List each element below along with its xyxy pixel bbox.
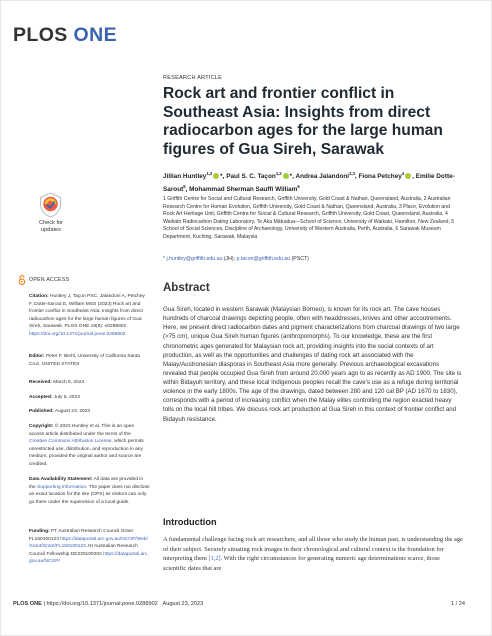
open-access-label: OPEN ACCESS [29, 277, 70, 283]
citation-label: Citation: [29, 294, 49, 299]
author-affiliation-marker: 2,3 [349, 171, 355, 176]
intro-text-a: A fundamental challenge facing rock art researchers, and all those who study the human past, is understanding the age of their subject. Securely situating rock images in their chronological and cultural context is the foundation for interpreting them [163, 536, 463, 563]
email-label-1: (JH); [222, 256, 237, 262]
data-availability-block [29, 476, 150, 506]
abstract-heading: Abstract [163, 282, 210, 294]
author-name: Emilie Dotte-Sarout [163, 173, 455, 194]
author[interactable] [295, 173, 358, 180]
data-availability-text-a: All data are provided in the [29, 477, 144, 490]
data-availability-text-b: . The paper does not disclose an exact location for the site (GPS) as visitors can only go there under the supervision of a local guide. [29, 484, 150, 505]
abstract-text: Gua Sireh, located in western Sarawak (Malaysian Borneo), is known for its rock art. The cave houses hundreds of charcoal drawings depicting people, often with headdresses, knives and other accoutrements. Here, we present direct radiocarbon dates and pigment characterizations from charcoal drawings of two large (>75 cm), unique Gua Sireh human figures (anthropomorphs). To our knowledge, these are the first chronometric ages generated for Malaysian rock art, providing insights into the social contexts of art production, as well as the opportunities and challenges of dating rock art associated with the Malay/Austronesian diasporas in Southeast Asia more generally. Previous archaeological excavations revealed that people occupied Gua Sireh from around 20,000 years ago to as recently as AD 1900. The site is within Bidayuh territory, and these local Indigenous peoples recall the cave’s use as a refuge during territorial violence in the early 1800s. The age of the drawings, dated between 280 and 120 cal BP (AD 1670 to 1830), corresponds with a period of increasing conflict when the Malay elites controlling the region exacted heavy tolls on the local hill tribes. We discuss rock art production at Gua Sireh in this context of frontier conflict and Bidayuh resistance. [163, 306, 462, 423]
received-block [29, 379, 150, 387]
footer-journal: PLOS ONE [13, 601, 42, 607]
email-link-2[interactable]: p.tacon@griffith.edu.au [236, 256, 291, 262]
intro-text-b: . With the right circumstances for generating numeric age determinations scarce, those scientific dates that are [163, 555, 440, 572]
copyright-text-a: © 2023 Huntley et al. This is an open access article distributed under the terms of the [29, 424, 135, 437]
data-availability-label: Data Availability Statement: [29, 477, 93, 482]
author-name: Fiona Petchey [358, 173, 402, 181]
author-separator: *, [220, 173, 227, 181]
author-separator: , [412, 173, 416, 181]
introduction-heading: Introduction [163, 517, 217, 527]
article-type: RESEARCH ARTICLE [163, 75, 223, 81]
author-affiliation-marker: 6 [297, 184, 300, 190]
author-separator: , [354, 173, 359, 181]
author-affiliation-marker: 1,2 [206, 171, 213, 176]
footer-date: August 23, 2023 [162, 601, 204, 607]
editor-block [29, 353, 150, 368]
affiliations: 1 Griffith Centre for Social and Cultural Research, Griffith University, Gold Coast & Nathan, Queensland, Australia, 2 Australian Research Centre for Human Evolution, Griffith University, Gold Coast & Nathan, Queensland, Australia, 3 Place, Evolution and Rock Art Heritage Unit, Griffith Centre for Social & Cultural Research, Griffith University, Gold Coast, Queensland, Australia, 4 Waikato Radiocarbon Dating Laboratory, Te Aka Mātuatua—School of Science, University of Waikato, Hamilton, New Zealand, 5 School of Social Sciences, Discipline of Archaeology, University of Western Australia, Perth, Australia, 6 Sarawak Museum Department, Kuching, Sarawak, Malaysia [163, 196, 455, 240]
published-block [29, 408, 150, 416]
check-for-updates-label: Check for updates [39, 220, 63, 233]
copyright-block [29, 423, 150, 468]
author-name: Paul S. C. Taçon [226, 173, 276, 181]
funding-link-2[interactable]: https://dataportal.arc.gov.au/NCGP/ [29, 551, 149, 565]
author-separator: *, [289, 173, 296, 181]
published-label: Published: [29, 409, 54, 414]
check-for-updates-icon [39, 192, 62, 218]
author-name: Jillian Huntley [163, 173, 207, 181]
author-name: Andrea Jalandoni [295, 173, 350, 181]
funding-label: Funding: [29, 529, 50, 534]
funding-block [29, 528, 150, 566]
funding-text-b: JH Australian Research Council Fellowship DE230100202 [29, 544, 138, 557]
author-affiliation-marker: 1,2 [275, 171, 282, 176]
copyright-text-b: , which permits unrestricted use, distribution, and reproduction in any medium, provided the original author and source are credited. [29, 439, 144, 467]
citation-block [29, 293, 150, 338]
received-date: March 5, 2023 [51, 380, 85, 385]
author-affiliation-marker: 5 [183, 184, 186, 190]
email-label-2: (PSCT) [290, 256, 309, 262]
author[interactable] [163, 173, 226, 180]
orcid-icon[interactable] [213, 173, 219, 179]
check-for-updates-badge[interactable] [29, 192, 73, 248]
editor-label: Editor: [29, 354, 45, 359]
author[interactable] [358, 173, 415, 180]
orcid-icon[interactable] [283, 173, 289, 179]
corresponding-emails [163, 256, 459, 262]
footer-doi-link[interactable]: https://doi.org/10.1371/journal.pone.0288902 [46, 601, 158, 607]
article-title: Rock art and frontier conflict in Southeast Asia: Insights from direct radiocarbon ages for the large human figures of Gua Sireh, Sarawak [163, 85, 443, 158]
author-list [163, 169, 463, 195]
page-number: 1 / 24 [451, 601, 465, 607]
footer-left [13, 601, 203, 607]
funding-text-a: PT Australian Research Council Grant FL160100123 [29, 529, 133, 542]
footer-separator: | [41, 601, 47, 607]
journal-logo-one: ONE [67, 24, 117, 46]
editor-text: Peter F. Biehl, University of California Santa Cruz, UNITED STATES [29, 354, 140, 367]
funding-link-1[interactable]: https://dataportal.arc.gov.au/NCGP/Web/Grant/Grant/FL160100123 [29, 536, 148, 550]
citation-doi-link[interactable]: https://doi.org/10.1371/journal.pone.0288902 [29, 331, 126, 337]
author-affiliation-marker: 4 [401, 171, 405, 176]
received-label: Received: [29, 380, 52, 385]
accepted-label: Accepted: [29, 395, 53, 400]
open-access-icon [18, 275, 26, 285]
email-link-1[interactable]: * j.huntley@griffith.edu.au [163, 256, 223, 262]
accepted-block [29, 394, 150, 402]
author[interactable] [189, 186, 300, 193]
accepted-date: July 5, 2023 [52, 395, 80, 400]
journal-logo-plos: PLOS [13, 24, 68, 46]
citation-text: Huntley J, Taçon PSC, Jalandoni A, Petchey F, Dotte-Sarout E, William MSS (2023) Rock art and frontier conflict in Southeast Asia: Insights from direct radiocarbon ages for the large human figures of Gua Sireh, Sarawak. PLOS ONE 18(8): e0288902. [29, 294, 145, 330]
author[interactable] [226, 173, 295, 180]
copyright-label: Copyright: [29, 424, 54, 429]
intro-citation-link[interactable]: [1,2] [208, 555, 221, 563]
license-link[interactable]: Creative Commons Attribution License [29, 439, 112, 445]
author-separator: , [185, 186, 190, 194]
published-date: August 23, 2023 [53, 409, 91, 414]
author-name: Mohammad Sherman Sauffi William [189, 186, 298, 194]
introduction-text [163, 535, 463, 573]
journal-logo[interactable] [13, 24, 117, 47]
orcid-icon[interactable] [405, 173, 411, 179]
supporting-information-link[interactable]: Supporting Information [37, 484, 87, 490]
